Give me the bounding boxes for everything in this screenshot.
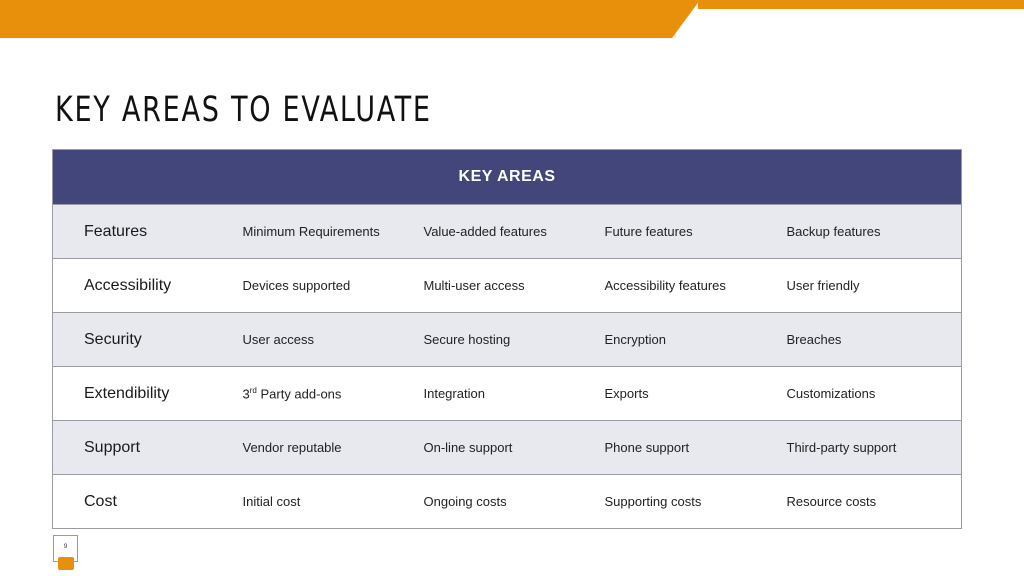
table-cell: Breaches [779, 313, 962, 367]
page-title: KEY AREAS TO EVALUATE [55, 90, 432, 130]
table-cell: Value-added features [416, 205, 597, 259]
table-cell: Encryption [597, 313, 779, 367]
key-areas-table [52, 149, 962, 529]
table-cell: Supporting costs [597, 475, 779, 529]
table-cell: Secure hosting [416, 313, 597, 367]
table-cell: Resource costs [779, 475, 962, 529]
table-cell: Exports [597, 367, 779, 421]
table-cell: Future features [597, 205, 779, 259]
table-cell: Vendor reputable [235, 421, 416, 475]
cell-text: Party add-ons [256, 386, 342, 402]
top-accent-bar [0, 0, 700, 38]
table-cell: Ongoing costs [416, 475, 597, 529]
page-number: 9 [53, 535, 78, 562]
table-cell: On-line support [416, 421, 597, 475]
table-row-support [53, 421, 962, 475]
table-row-accessibility [53, 259, 962, 313]
row-label: Security [53, 313, 235, 367]
row-label: Extendibility [53, 367, 235, 421]
table-cell: User access [235, 313, 416, 367]
table-cell: Phone support [597, 421, 779, 475]
table-cell: Backup features [779, 205, 962, 259]
table-cell: Third-party support [779, 421, 962, 475]
table-cell: Integration [416, 367, 597, 421]
table-cell: Minimum Requirements [235, 205, 416, 259]
table-cell: Customizations [779, 367, 962, 421]
ordinal-number: 3 [242, 386, 250, 402]
table-header-row [53, 150, 962, 205]
table-cell: Initial cost [235, 475, 416, 529]
table-row-cost [53, 475, 962, 529]
top-accent-strip [698, 0, 1024, 9]
table-cell: User friendly [779, 259, 962, 313]
row-label: Cost [53, 475, 235, 529]
table-row-security [53, 313, 962, 367]
table-cell: Multi-user access [416, 259, 597, 313]
page-number-accent [58, 557, 74, 570]
table-row-extendibility [53, 367, 962, 421]
table-header: KEY AREAS [53, 150, 962, 205]
table-cell: Devices supported [235, 259, 416, 313]
table-cell [235, 367, 416, 421]
ordinal-suffix: rd [249, 385, 257, 395]
row-label: Accessibility [53, 259, 235, 313]
table-row-features [53, 205, 962, 259]
row-label: Features [53, 205, 235, 259]
table-cell: Accessibility features [597, 259, 779, 313]
row-label: Support [53, 421, 235, 475]
